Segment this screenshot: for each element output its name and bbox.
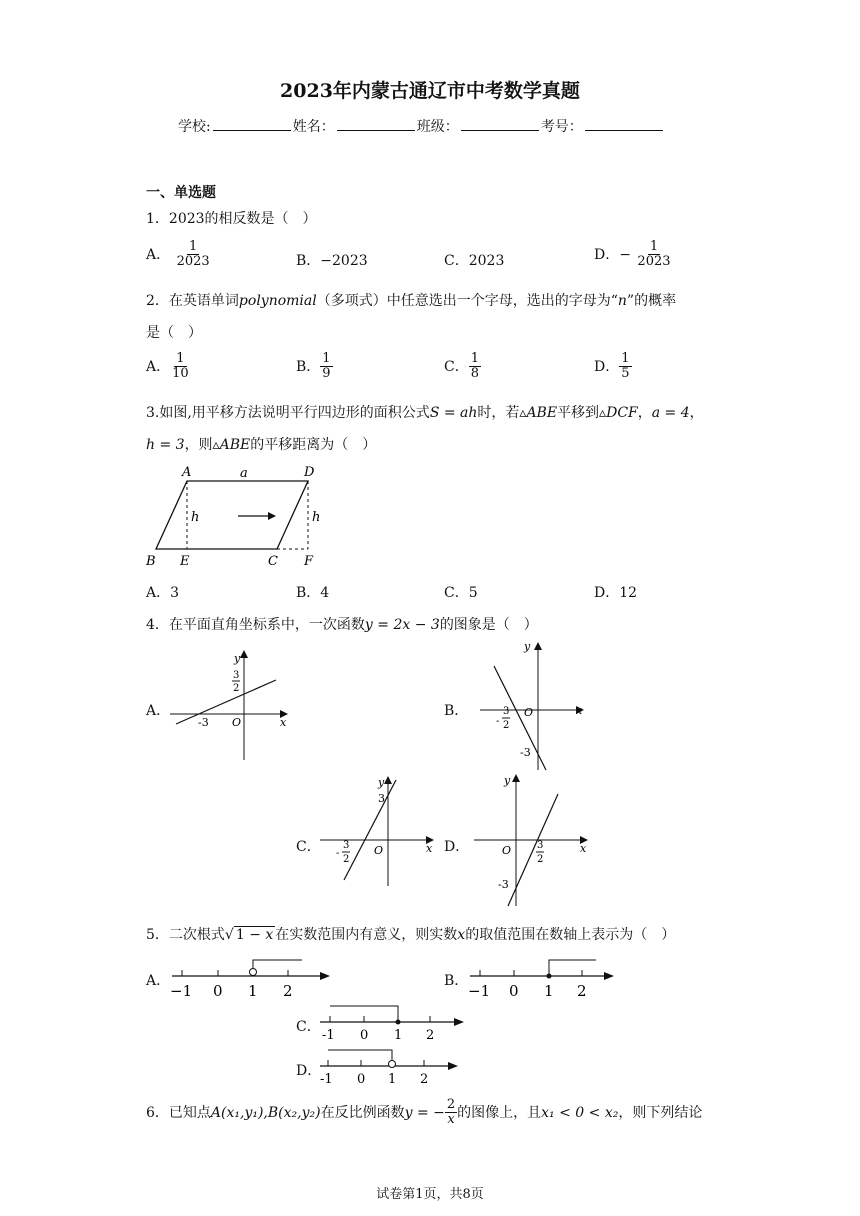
- stem-text: 的取值范围在数轴上表示为（ ）: [465, 927, 676, 943]
- fraction: [170, 352, 191, 382]
- frac-num: 3: [233, 670, 240, 681]
- x-label: x: [580, 842, 587, 855]
- fraction: [635, 240, 672, 270]
- frac-den: 2: [503, 720, 510, 731]
- tick-label: 1: [394, 1028, 403, 1042]
- q1-option-d: [594, 240, 673, 270]
- label-side-a: a: [240, 466, 248, 481]
- tick-label: 2: [426, 1028, 435, 1042]
- q5-numberline-b: [466, 956, 636, 1000]
- q5-option-d-label: D．: [296, 1063, 322, 1079]
- question-6-stem: [146, 1098, 702, 1128]
- y-arrow-icon: [512, 774, 520, 782]
- solution-bracket: [253, 960, 302, 972]
- q4-graph-d: [470, 770, 594, 910]
- function-prefix: y = −: [404, 1104, 445, 1121]
- numerator: 1: [176, 351, 185, 366]
- q5-numberline-a: [168, 956, 338, 1000]
- page-footer: 试卷第1页，共8页: [376, 1187, 484, 1202]
- q1-option-a: [146, 240, 212, 270]
- q2-option-b: [296, 352, 333, 382]
- stem-text: ，则下列结论: [618, 1104, 703, 1121]
- option-label: D．: [594, 246, 620, 263]
- tick-label: -3: [520, 746, 531, 759]
- option-label: D．: [594, 358, 620, 375]
- q5-numberline-c: [316, 1002, 466, 1042]
- q3-option-b: [296, 582, 329, 602]
- radicand-const: 1 −: [235, 927, 266, 943]
- stem-text: ，则▵: [184, 437, 220, 453]
- option-label: D．: [594, 585, 620, 601]
- option-label: A．: [146, 246, 171, 263]
- q4-option-b-label: B．: [444, 703, 469, 719]
- q3-option-c: [444, 582, 478, 602]
- option-label: C．: [444, 253, 469, 269]
- option-label: A．: [146, 358, 171, 375]
- q2-option-c: [444, 352, 481, 382]
- triangle-abe: ABE: [526, 405, 558, 421]
- frac-num: 3: [537, 840, 544, 851]
- fraction: [469, 352, 481, 382]
- origin-label: O: [524, 706, 534, 719]
- school-blank: [213, 118, 291, 131]
- label-d: D: [304, 465, 315, 480]
- option-value: 12: [619, 585, 638, 601]
- stem-text: 6．已知点: [146, 1104, 211, 1121]
- stem-text: 5．二次根式: [146, 927, 225, 943]
- triangle-abe: ABE: [219, 437, 251, 453]
- q4-option-d-label: D．: [444, 839, 470, 855]
- class-label: 班级：: [416, 119, 459, 135]
- minus-sign: -: [496, 716, 500, 727]
- sqrt-icon: √: [224, 927, 234, 943]
- points-ab: A(x₁,y₁),B(x₂,y₂): [210, 1104, 321, 1121]
- line-arrow-icon: [320, 972, 330, 980]
- denominator: 8: [470, 366, 479, 382]
- minus-sign: −: [619, 246, 631, 263]
- open-dot-icon: [389, 1061, 396, 1068]
- tick-label: 2: [577, 982, 587, 1000]
- tick-label: 1: [544, 982, 554, 1000]
- stem-text: ”的概率: [626, 293, 677, 309]
- stem-text: 在反比例函数: [320, 1104, 405, 1121]
- tick-label: -1: [320, 1072, 333, 1086]
- q3-option-d: [594, 582, 637, 602]
- y-label: y: [234, 652, 241, 665]
- numerator: 2: [446, 1097, 456, 1112]
- fraction: [619, 352, 631, 382]
- q5-option-b-label: B．: [444, 973, 469, 989]
- tick-label: 3: [378, 792, 385, 805]
- option-label: C．: [444, 358, 469, 375]
- stem-text: 在实数范围内有意义，则实数: [275, 927, 458, 943]
- q5-option-a-label: A．: [146, 973, 171, 989]
- section-heading: 一、单选题: [146, 185, 216, 201]
- arrow-head-icon: [268, 512, 276, 520]
- name-blank: [337, 118, 415, 131]
- q5-numberline-d: [316, 1046, 466, 1086]
- parallelogram: [156, 481, 308, 549]
- label-e: E: [180, 554, 190, 569]
- stem-text: ，: [637, 405, 652, 421]
- numerator: 1: [322, 351, 331, 366]
- option-label: B．: [296, 253, 321, 269]
- label-h2: h: [312, 510, 321, 525]
- denominator: 5: [621, 366, 630, 382]
- numerator: 1: [470, 351, 479, 366]
- q4-graph-a: [170, 648, 300, 764]
- tick-label: 0: [360, 1028, 369, 1042]
- label-a: A: [182, 465, 192, 480]
- line-arrow-icon: [454, 1018, 464, 1026]
- closed-dot-icon: [396, 1020, 401, 1025]
- option-label: B．: [296, 358, 321, 375]
- label-b: B: [146, 554, 156, 569]
- q2-option-d: [594, 352, 632, 382]
- option-label: C．: [444, 585, 469, 601]
- fraction: [445, 1098, 457, 1128]
- frac-den: 2: [343, 854, 350, 865]
- y-arrow-icon: [240, 650, 248, 658]
- label-c: C: [268, 554, 278, 569]
- closed-dot-icon: [547, 974, 552, 979]
- tick-label: 1: [388, 1072, 397, 1086]
- stem-text: 时，若▵: [477, 405, 527, 421]
- tick-label: −1: [468, 982, 491, 1000]
- question-5-stem: [146, 924, 675, 944]
- school-label: 学校:: [178, 119, 211, 135]
- tick-label: -1: [322, 1028, 335, 1042]
- stem-text: ，: [689, 405, 704, 421]
- q4-graph-b: [470, 640, 600, 774]
- option-value: 5: [468, 585, 478, 601]
- page-title: 2023年内蒙古通辽市中考数学真题: [280, 80, 580, 102]
- option-label: A．: [146, 585, 171, 601]
- option-value: 2023: [468, 253, 505, 269]
- fraction: [175, 240, 212, 270]
- stem-text: 平移到▵: [557, 405, 607, 421]
- q1-option-c: [444, 250, 504, 270]
- word-polynomial: polynomial: [238, 293, 317, 309]
- function-expression: y = 2x − 3: [364, 617, 440, 633]
- q4-graph-c: [316, 774, 440, 888]
- stem-text: 3.如图,用平移方法说明平行四边形的面积公式: [146, 405, 430, 421]
- option-value: 3: [170, 585, 180, 601]
- denominator: 2023: [176, 254, 210, 270]
- line-arrow-icon: [448, 1062, 458, 1070]
- y-label: y: [378, 776, 385, 789]
- frac-num: 3: [343, 840, 350, 851]
- h-value: h = 3: [146, 437, 185, 453]
- origin-label: O: [232, 716, 242, 729]
- question-3-stem-line2: [146, 434, 376, 454]
- denominator: 10: [172, 366, 189, 382]
- option-value: 4: [320, 585, 330, 601]
- q4-option-c-label: C．: [296, 839, 321, 855]
- solution-bracket: [549, 960, 596, 976]
- variable-x: x: [457, 927, 466, 943]
- stem-text: 的图象是（ ）: [439, 617, 538, 633]
- tick-label: 0: [509, 982, 519, 1000]
- x-label: x: [576, 704, 583, 717]
- stem-text: 2．在英语单词: [146, 293, 239, 309]
- fraction: [320, 352, 332, 382]
- stem-text: 4．在平面直角坐标系中，一次函数: [146, 617, 365, 633]
- stem-text: （多项式）中任意选出一个字母，选出的字母为“: [316, 293, 618, 309]
- line-arrow-icon: [604, 972, 614, 980]
- frac-den: 2: [537, 854, 544, 865]
- option-value: −2023: [320, 253, 368, 269]
- question-4-stem: [146, 614, 538, 634]
- numerator: 1: [649, 239, 659, 254]
- question-3-stem: [146, 402, 704, 422]
- question-2-stem: [146, 290, 676, 310]
- y-arrow-icon: [384, 776, 392, 784]
- question-1-stem: 1．2023的相反数是（ ）: [146, 211, 317, 227]
- exam-no-blank: [585, 118, 663, 131]
- condition: x₁ < 0 < x₂: [541, 1104, 619, 1121]
- stem-text: 的图像上，且: [457, 1104, 542, 1121]
- name-label: 姓名：: [292, 119, 335, 135]
- numerator: 1: [188, 239, 198, 254]
- q3-option-a: [146, 582, 179, 602]
- frac-den: 2: [233, 683, 240, 694]
- denominator: 2023: [637, 254, 671, 270]
- stem-text: 的平移距离为（ ）: [250, 437, 377, 453]
- function-line: [176, 680, 276, 724]
- q2-option-a: [146, 352, 191, 382]
- exam-no-label: 考号：: [540, 119, 583, 135]
- frac-num: 3: [503, 706, 510, 717]
- denominator: x: [447, 1112, 455, 1128]
- question-2-stem-line2: 是（ ）: [146, 325, 202, 341]
- letter-n: n: [617, 293, 627, 309]
- radicand-var: x: [265, 927, 274, 943]
- q5-option-c-label: C．: [296, 1019, 321, 1035]
- tick-label: 2: [283, 982, 293, 1000]
- student-info-line: [178, 116, 665, 136]
- denominator: 9: [322, 366, 331, 382]
- y-arrow-icon: [534, 642, 542, 650]
- tick-label: 0: [357, 1072, 366, 1086]
- x-label: x: [280, 716, 287, 729]
- q1-option-b: [296, 250, 368, 270]
- tick-label: -3: [498, 878, 509, 891]
- origin-label: O: [374, 844, 384, 857]
- solution-bracket: [328, 1050, 392, 1062]
- area-formula: S = ah: [429, 405, 478, 421]
- triangle-dcf: DCF: [606, 405, 638, 421]
- tick-label: 2: [420, 1072, 429, 1086]
- label-h1: h: [191, 510, 200, 525]
- y-label: y: [524, 640, 531, 653]
- tick-label: 0: [213, 982, 223, 1000]
- minus-sign: -: [336, 848, 340, 859]
- radicand: [234, 926, 275, 943]
- label-f: F: [304, 554, 314, 569]
- numerator: 1: [621, 351, 630, 366]
- tick-label: −1: [170, 982, 193, 1000]
- q4-option-a-label: A．: [146, 703, 171, 719]
- x-label: x: [426, 842, 433, 855]
- class-blank: [461, 118, 539, 131]
- tick-label: -3: [198, 716, 209, 729]
- tick-label: 1: [248, 982, 258, 1000]
- y-label: y: [504, 774, 511, 787]
- open-dot-icon: [250, 969, 257, 976]
- origin-label: O: [502, 844, 512, 857]
- parallelogram-figure: [140, 460, 340, 572]
- option-label: B．: [296, 585, 321, 601]
- a-value: a = 4: [651, 405, 690, 421]
